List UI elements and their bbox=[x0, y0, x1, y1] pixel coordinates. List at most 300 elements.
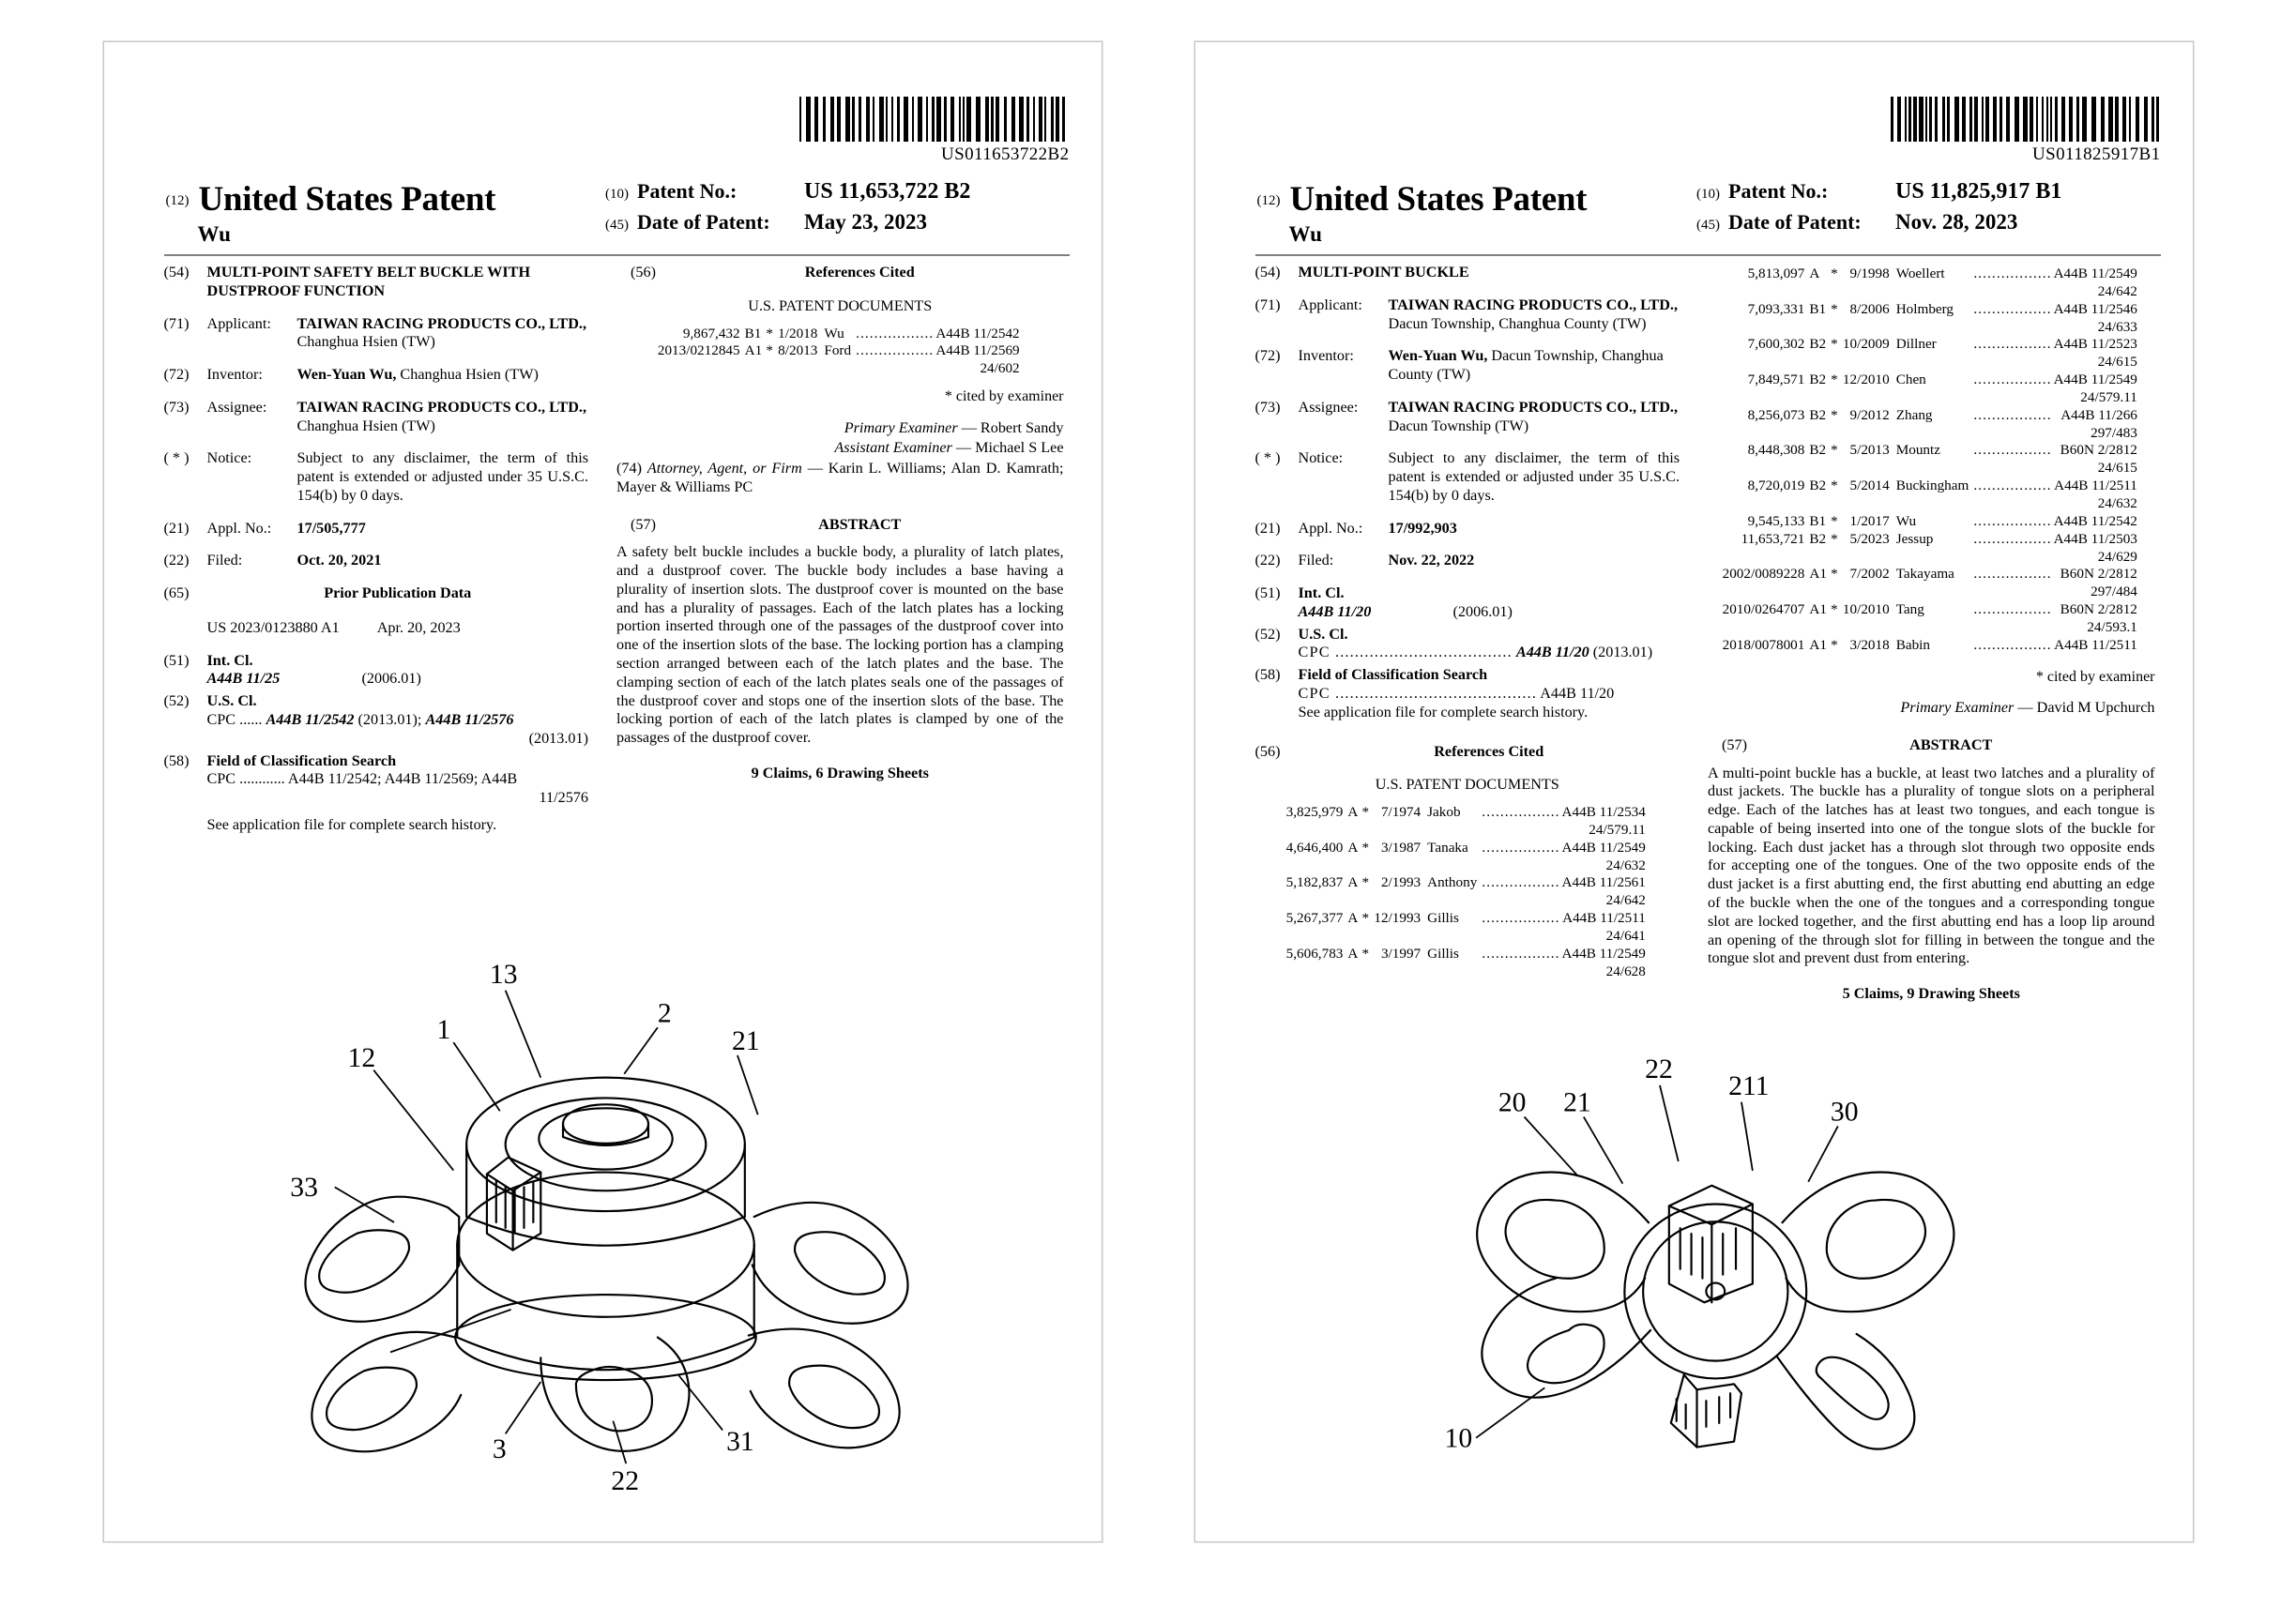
filing-date: Nov. 22, 2022 bbox=[1388, 552, 1475, 569]
field-code: (56) bbox=[1254, 742, 1281, 760]
reference-patent-number: 4,646,400 bbox=[1285, 839, 1344, 856]
reference-classification: A44B 11/2534 bbox=[1561, 804, 1646, 821]
prior-pub-heading: Prior Publication Data bbox=[324, 584, 472, 602]
us-cl-prefix: CPC .................................... bbox=[1298, 644, 1513, 661]
claims-sheets-line: 9 Claims, 6 Drawing Sheets bbox=[751, 764, 929, 781]
application-number: 17/505,777 bbox=[297, 519, 366, 537]
assignee-name: TAIWAN RACING PRODUCTS CO., LTD., bbox=[297, 398, 586, 416]
reference-classification: A44B 11/2511 bbox=[2054, 636, 2137, 653]
reference-inventor: Tang bbox=[1895, 601, 1924, 618]
reference-subclass: 24/632 bbox=[2097, 494, 2137, 511]
us-cl-code-1: A44B 11/2542 bbox=[266, 711, 355, 729]
field-label: Assignee: bbox=[206, 398, 267, 416]
reference-inventor: Holmberg bbox=[1895, 300, 1954, 317]
int-cl-heading: Int. Cl. bbox=[206, 651, 253, 669]
us-cl-prefix: CPC ...... bbox=[206, 711, 263, 729]
reference-subclass-row bbox=[1286, 963, 1649, 981]
reference-subclass-row bbox=[1723, 354, 2140, 371]
reference-row bbox=[1723, 265, 2140, 283]
reference-inventor: Chen bbox=[1895, 371, 1926, 388]
reference-date: 1/2017 bbox=[1849, 512, 1890, 529]
reference-star: * bbox=[1831, 530, 1838, 547]
reference-row bbox=[1286, 840, 1649, 857]
barcode-block bbox=[1233, 97, 2193, 165]
reference-subclass: 24/641 bbox=[1605, 927, 1646, 944]
field-code: (56) bbox=[631, 264, 656, 280]
inventor-name: Wen-Yuan Wu, bbox=[297, 366, 397, 384]
biblio-right-column bbox=[605, 264, 1070, 849]
reference-row bbox=[1286, 910, 1649, 928]
us-cl-code-2: A44B 11/2576 bbox=[425, 711, 514, 729]
field-code: (52) bbox=[163, 692, 190, 710]
barcode-image bbox=[799, 97, 1070, 142]
reference-dot-leader: ................. bbox=[1973, 636, 2052, 653]
patent-page-1 bbox=[103, 41, 1102, 1542]
reference-inventor: Tanaka bbox=[1427, 839, 1468, 856]
filing-date: Oct. 20, 2021 bbox=[297, 552, 382, 569]
reference-patent-number: 2002/0089228 bbox=[1722, 566, 1805, 583]
reference-patent-number: 7,600,302 bbox=[1747, 336, 1805, 353]
reference-inventor: Babin bbox=[1895, 636, 1930, 653]
field-applicant bbox=[1255, 296, 1680, 334]
references-heading: References Cited bbox=[1434, 742, 1544, 760]
field-label: Appl. No.: bbox=[206, 519, 272, 537]
reference-subclass: 24/593.1 bbox=[2087, 618, 2137, 635]
buckle-exploded-drawing bbox=[142, 926, 1070, 1508]
reference-classification: A44B 11/2561 bbox=[1561, 874, 1646, 891]
field-label: Applicant: bbox=[1298, 296, 1362, 313]
reference-date: 10/2010 bbox=[1842, 601, 1890, 618]
references-heading: References Cited bbox=[804, 264, 915, 280]
reference-row bbox=[1723, 566, 2140, 584]
reference-patent-number: 8,448,308 bbox=[1747, 442, 1805, 459]
reference-classification: A44B 11/2569 bbox=[935, 342, 1020, 359]
field-us-cl bbox=[1255, 626, 1680, 663]
reference-classification: A44B 11/2511 bbox=[1562, 910, 1646, 927]
patent-date-row bbox=[605, 210, 1070, 235]
search-note: See application file for complete search history. bbox=[1298, 703, 1589, 720]
reference-dot-leader: ................. bbox=[1973, 478, 2052, 494]
field-int-cl bbox=[164, 652, 589, 690]
reference-inventor: Jessup bbox=[1895, 530, 1934, 547]
patent-number-code: (10) bbox=[1696, 187, 1720, 202]
field-code: (58) bbox=[163, 751, 190, 769]
reference-dot-leader: ................. bbox=[1482, 945, 1560, 962]
reference-subclass: 24/602 bbox=[980, 360, 1020, 377]
reference-inventor: Zhang bbox=[1895, 406, 1933, 423]
reference-kind-code: B2 bbox=[1809, 371, 1827, 388]
reference-subclass-row bbox=[1723, 283, 2140, 301]
primary-examiner-name: — David M Upchurch bbox=[2014, 699, 2155, 717]
reference-kind-code: B2 bbox=[1809, 478, 1827, 494]
reference-inventor: Gillis bbox=[1427, 910, 1459, 927]
reference-subclass: 24/633 bbox=[2097, 318, 2137, 335]
field-title bbox=[164, 264, 589, 301]
field-appl-no bbox=[164, 520, 589, 538]
attorney-line bbox=[616, 460, 1064, 497]
field-code: (21) bbox=[163, 519, 190, 537]
reference-kind-code: A bbox=[1347, 804, 1359, 821]
applicant-location: Dacun Township, Changhua County (TW) bbox=[1388, 314, 1647, 332]
reference-row bbox=[1723, 407, 2140, 425]
reference-dot-leader: ................. bbox=[1482, 839, 1560, 856]
reference-star: * bbox=[1831, 265, 1838, 281]
figure-label-30: 30 bbox=[1830, 1097, 1859, 1128]
figure-label-22: 22 bbox=[610, 1465, 639, 1496]
patent-date-value: Nov. 28, 2023 bbox=[1895, 210, 2018, 234]
kind-code: (12) bbox=[1256, 193, 1281, 208]
reference-inventor: Takayama bbox=[1895, 566, 1954, 583]
field-code: (73) bbox=[163, 398, 190, 416]
primary-examiner-label: Primary Examiner bbox=[844, 418, 958, 436]
biblio-left-column bbox=[1233, 264, 1697, 1004]
reference-dot-leader: ................. bbox=[856, 325, 935, 341]
biblio-right-column bbox=[1696, 264, 2161, 1004]
reference-date: 10/2009 bbox=[1842, 336, 1890, 353]
reference-dot-leader: ................. bbox=[1973, 442, 2052, 459]
field-code: (21) bbox=[1254, 519, 1281, 537]
references-table-1 bbox=[658, 326, 1023, 379]
kind-code: (12) bbox=[165, 193, 190, 208]
patent-date-code: (45) bbox=[1696, 218, 1720, 233]
biblio-columns bbox=[142, 264, 1070, 849]
primary-examiner-line bbox=[616, 419, 1064, 438]
patent-figure-2 bbox=[1233, 982, 2161, 1508]
reference-kind-code: B1 bbox=[1809, 300, 1827, 317]
reference-subclass: 297/484 bbox=[2091, 584, 2137, 600]
reference-date: 7/2002 bbox=[1849, 566, 1890, 583]
primary-examiner-label: Primary Examiner bbox=[1900, 699, 2015, 717]
patent-number-row bbox=[605, 179, 1070, 205]
reference-kind-code: A1 bbox=[1809, 601, 1827, 618]
reference-patent-number: 2018/0078001 bbox=[1722, 636, 1805, 653]
field-filed bbox=[164, 552, 589, 570]
reference-patent-number: 8,256,073 bbox=[1747, 406, 1805, 423]
reference-star: * bbox=[1831, 336, 1838, 353]
assistant-examiner-line bbox=[616, 439, 1064, 458]
reference-patent-number: 2010/0264707 bbox=[1722, 601, 1805, 618]
reference-dot-leader: ................. bbox=[1482, 910, 1560, 927]
field-label: Filed: bbox=[206, 552, 243, 569]
reference-inventor: Buckingham bbox=[1895, 478, 1969, 494]
field-classification-search bbox=[164, 752, 589, 835]
reference-star: * bbox=[1831, 406, 1838, 423]
assignee-location: Dacun Township (TW) bbox=[1388, 417, 1529, 434]
reference-classification: B60N 2/2812 bbox=[2060, 566, 2137, 583]
figure-label-211: 211 bbox=[1727, 1070, 1770, 1101]
reference-patent-number: 5,606,783 bbox=[1285, 945, 1344, 962]
reference-classification: A44B 11/2549 bbox=[1561, 945, 1646, 962]
reference-date: 7/1974 bbox=[1380, 804, 1422, 821]
reference-row bbox=[1286, 946, 1649, 963]
reference-classification: A44B 11/2549 bbox=[2053, 371, 2137, 388]
us-cl-version-2: (2013.01) bbox=[528, 729, 588, 747]
field-appl-no bbox=[1255, 520, 1680, 538]
inventor-location: Changhua Hsien (TW) bbox=[396, 366, 539, 384]
figure-label-21: 21 bbox=[1562, 1087, 1591, 1118]
reference-inventor: Wu bbox=[824, 325, 844, 341]
patent-figure-1 bbox=[142, 926, 1070, 1508]
patent-number-label: Patent No.: bbox=[637, 179, 737, 203]
patent-title-block bbox=[142, 179, 1070, 247]
reference-kind-code: A bbox=[1347, 839, 1359, 856]
reference-kind-code: B1 bbox=[744, 325, 762, 341]
reference-dot-leader: ................. bbox=[1973, 265, 2052, 281]
reference-patent-number: 3,825,979 bbox=[1285, 804, 1344, 821]
field-code: (22) bbox=[1254, 552, 1281, 569]
reference-star: * bbox=[1361, 804, 1370, 821]
barcode-gap bbox=[2159, 97, 2161, 142]
field-code: (73) bbox=[1254, 398, 1281, 416]
reference-classification: A44B 11/2511 bbox=[2054, 478, 2137, 494]
reference-kind-code: A bbox=[1347, 945, 1359, 962]
reference-date: 3/1987 bbox=[1380, 839, 1422, 856]
patent-number-value: US 11,825,917 B1 bbox=[1895, 179, 2062, 204]
inventor-location: Dacun Township, Changhua County (TW) bbox=[1388, 347, 1664, 384]
field-assignee bbox=[1255, 399, 1680, 436]
figure-label-12: 12 bbox=[347, 1042, 375, 1073]
reference-subclass-row bbox=[1286, 822, 1649, 840]
int-cl-heading: Int. Cl. bbox=[1298, 584, 1345, 602]
reference-star: * bbox=[1361, 945, 1370, 962]
reference-row bbox=[1723, 301, 2140, 319]
field-code: (57) bbox=[631, 515, 656, 533]
reference-patent-number: 7,093,331 bbox=[1747, 300, 1805, 317]
reference-subclass-row bbox=[1286, 857, 1649, 875]
field-code: (57) bbox=[1722, 735, 1747, 753]
barcode-number: US011825917B1 bbox=[2032, 144, 2161, 164]
field-code: (58) bbox=[1254, 666, 1281, 684]
abstract-text: A multi-point buckle has a buckle, at least two latches and a plurality of dust jackets. The buckle has a plurality of tongue slots on a peripheral edge. Each of the latches has at least two tongues, and each tongue is capable of being inserted into one of the tongue slots of the buckle for locking. Each dust jacket has a through slot through two opposite ends for accepting one of the tongues. One of the two opposite ends of the dust jacket is a first abutting end, the first abutting end abutting an edge of the buckle when the one of the tongues and a corresponding tongue slot are locked together, and the first abutting end has a loop lip around an opening of the through slot for filling in between the tongue and the tongue slot and prevent dust from entering. bbox=[1708, 764, 2155, 967]
multipoint-buckle-drawing bbox=[1233, 982, 2161, 1508]
reference-date: 3/2018 bbox=[1849, 636, 1890, 653]
abstract-header bbox=[1708, 736, 2155, 755]
field-classification-search bbox=[1255, 666, 1680, 721]
abstract-header bbox=[616, 516, 1064, 535]
figure-label-22: 22 bbox=[1644, 1054, 1673, 1084]
figure-label-2: 2 bbox=[657, 998, 672, 1029]
reference-date: 3/1997 bbox=[1380, 945, 1422, 962]
references-table-2-right bbox=[1723, 265, 2140, 655]
field-label: Notice: bbox=[206, 449, 252, 467]
reference-date: 8/2006 bbox=[1849, 300, 1890, 317]
field-label: Inventor: bbox=[1298, 347, 1354, 365]
page-title: United States Patent bbox=[198, 180, 496, 219]
reference-star: * bbox=[1361, 874, 1370, 891]
reference-inventor: Wu bbox=[1895, 512, 1917, 529]
reference-star: * bbox=[766, 325, 773, 341]
header-divider bbox=[1255, 254, 2161, 256]
primary-examiner-line bbox=[1708, 699, 2155, 718]
reference-kind-code: A1 bbox=[1809, 566, 1827, 583]
patent-number-label: Patent No.: bbox=[1728, 179, 1829, 203]
field-notice bbox=[164, 449, 589, 505]
reference-subclass: 24/629 bbox=[2097, 548, 2137, 565]
field-code: (51) bbox=[163, 651, 190, 669]
attorney-label: Attorney, Agent, or Firm bbox=[646, 460, 802, 478]
primary-examiner-name: — Robert Sandy bbox=[957, 418, 1064, 436]
reference-inventor: Dillner bbox=[1895, 336, 1937, 353]
us-cl-version-1: (2013.01) bbox=[1592, 644, 1653, 661]
reference-patent-number: 5,267,377 bbox=[1285, 910, 1344, 927]
field-code: (72) bbox=[1254, 347, 1281, 365]
field-label: Filed: bbox=[1298, 552, 1334, 569]
reference-dot-leader: ................. bbox=[1482, 804, 1560, 821]
field-code: (54) bbox=[1254, 264, 1281, 280]
field-code: (54) bbox=[163, 264, 190, 280]
field-label: Assignee: bbox=[1298, 398, 1359, 416]
field-code: (71) bbox=[163, 314, 190, 332]
patent-date-label: Date of Patent: bbox=[637, 210, 770, 234]
reference-row bbox=[1723, 442, 2140, 460]
claims-sheets-line: 5 Claims, 9 Drawing Sheets bbox=[1842, 985, 2020, 1003]
reference-subclass: 24/615 bbox=[2097, 354, 2137, 371]
reference-row bbox=[1723, 513, 2140, 531]
reference-classification: A44B 11/2549 bbox=[1561, 839, 1646, 856]
int-cl-code: A44B 11/25 bbox=[206, 670, 281, 688]
reference-row bbox=[1723, 336, 2140, 354]
reference-dot-leader: ................. bbox=[1973, 601, 2052, 618]
inventor-name: Wen-Yuan Wu, bbox=[1388, 347, 1488, 365]
us-cl-code-1: A44B 11/20 bbox=[1515, 644, 1589, 661]
reference-subclass: 24/642 bbox=[1605, 892, 1646, 909]
reference-subclass-row bbox=[1723, 425, 2140, 443]
reference-subclass-row bbox=[1286, 892, 1649, 910]
reference-inventor: Mountz bbox=[1895, 442, 1940, 459]
int-cl-version: (2006.01) bbox=[361, 670, 421, 688]
assistant-examiner-label: Assistant Examiner bbox=[834, 439, 952, 457]
figure-label-13: 13 bbox=[489, 959, 518, 990]
figure-label-33: 33 bbox=[289, 1173, 318, 1204]
search-codes-cont: 11/2576 bbox=[539, 789, 588, 807]
field-label: Appl. No.: bbox=[1298, 519, 1363, 537]
cited-by-examiner-note: * cited by examiner bbox=[944, 388, 1064, 405]
field-code: (51) bbox=[1254, 584, 1281, 602]
patent-number-code: (10) bbox=[605, 187, 629, 202]
reference-subclass: 297/483 bbox=[2091, 424, 2137, 441]
search-heading: Field of Classification Search bbox=[1298, 666, 1488, 684]
reference-kind-code: B2 bbox=[1809, 406, 1827, 423]
figure-reference-numerals bbox=[1444, 1054, 1858, 1454]
reference-date: 5/2014 bbox=[1849, 478, 1890, 494]
reference-date: 9/1998 bbox=[1849, 265, 1890, 281]
patent-date-label: Date of Patent: bbox=[1728, 210, 1862, 234]
prior-pub-number: US 2023/0123880 A1 bbox=[206, 618, 340, 636]
field-label: Applicant: bbox=[206, 314, 271, 332]
reference-date: 12/2010 bbox=[1842, 371, 1890, 388]
field-us-cl bbox=[164, 692, 589, 748]
us-cl-heading: U.S. Cl. bbox=[1298, 625, 1348, 643]
reference-dot-leader: ................. bbox=[1973, 336, 2052, 353]
references-header bbox=[616, 264, 1064, 282]
search-codes: A44B 11/20 bbox=[1540, 685, 1615, 703]
search-codes: A44B 11/2542; A44B 11/2569; A44B bbox=[287, 770, 518, 788]
reference-classification: A44B 11/2542 bbox=[935, 325, 1020, 341]
applicant-name: TAIWAN RACING PRODUCTS CO., LTD., bbox=[297, 314, 586, 332]
abstract-heading: ABSTRACT bbox=[818, 515, 902, 533]
field-code: ( * ) bbox=[1254, 449, 1281, 467]
reference-date: 9/2012 bbox=[1849, 406, 1890, 423]
reference-star: * bbox=[1831, 442, 1838, 459]
patent-date-row bbox=[1696, 210, 2161, 235]
search-prefix: CPC ............ bbox=[206, 770, 285, 788]
reference-row bbox=[1723, 531, 2140, 549]
barcode-gap bbox=[1065, 97, 1070, 142]
reference-subclass: 24/628 bbox=[1605, 963, 1646, 979]
reference-kind-code: A bbox=[1347, 874, 1359, 891]
field-inventor bbox=[1255, 347, 1680, 385]
barcode-image bbox=[1891, 97, 2161, 142]
reference-kind-code: B2 bbox=[1809, 336, 1827, 353]
reference-patent-number: 2013/0212845 bbox=[657, 342, 740, 359]
field-int-cl bbox=[1255, 584, 1680, 622]
page-title: United States Patent bbox=[1289, 180, 1588, 219]
reference-star: * bbox=[766, 342, 773, 359]
reference-subclass: 24/632 bbox=[1605, 857, 1646, 873]
us-patent-documents-heading: U.S. PATENT DOCUMENTS bbox=[1375, 776, 1559, 794]
application-number: 17/992,903 bbox=[1388, 519, 1457, 537]
invention-title: MULTI-POINT BUCKLE bbox=[1298, 264, 1469, 280]
assignee-name: TAIWAN RACING PRODUCTS CO., LTD., bbox=[1388, 398, 1678, 416]
applicant-location: Changhua Hsien (TW) bbox=[297, 333, 435, 351]
reference-patent-number: 11,653,721 bbox=[1741, 530, 1805, 547]
field-applicant bbox=[164, 315, 589, 353]
reference-row bbox=[1723, 371, 2140, 389]
field-code: ( * ) bbox=[163, 449, 190, 467]
reference-date: 2/1993 bbox=[1380, 874, 1422, 891]
reference-classification: A44B 11/266 bbox=[2060, 406, 2137, 423]
reference-kind-code: B2 bbox=[1809, 530, 1827, 547]
reference-star: * bbox=[1831, 512, 1838, 529]
int-cl-code: A44B 11/20 bbox=[1298, 602, 1372, 620]
cited-by-examiner-note: * cited by examiner bbox=[2035, 668, 2155, 685]
reference-subclass: 24/642 bbox=[2097, 282, 2137, 299]
reference-subclass-row bbox=[1723, 619, 2140, 637]
reference-classification: B60N 2/2812 bbox=[2060, 601, 2137, 618]
field-label: Inventor: bbox=[206, 366, 263, 384]
reference-subclass-row bbox=[1723, 584, 2140, 601]
field-inventor bbox=[164, 366, 589, 385]
reference-kind-code: A bbox=[1347, 910, 1359, 927]
reference-dot-leader: ................. bbox=[856, 342, 935, 359]
reference-dot-leader: ................. bbox=[1973, 566, 2052, 583]
reference-patent-number: 9,867,432 bbox=[682, 325, 740, 341]
reference-subclass-row bbox=[658, 360, 1023, 378]
patent-page-2 bbox=[1194, 41, 2194, 1542]
field-prior-publication bbox=[164, 584, 589, 614]
patent-number-value: US 11,653,722 B2 bbox=[804, 179, 971, 204]
reference-dot-leader: ................. bbox=[1482, 874, 1560, 891]
field-code: (74) bbox=[616, 460, 642, 478]
reference-date: 1/2018 bbox=[778, 325, 818, 341]
reference-date: 12/1993 bbox=[1374, 910, 1422, 927]
reference-patent-number: 8,720,019 bbox=[1747, 478, 1805, 494]
reference-date: 5/2023 bbox=[1849, 530, 1890, 547]
reference-date: 5/2013 bbox=[1849, 442, 1890, 459]
barcode-block bbox=[142, 97, 1120, 165]
field-title bbox=[1255, 264, 1680, 282]
invention-title: MULTI-POINT SAFETY BELT BUCKLE WITH DUSTPROOF FUNCTION bbox=[206, 264, 531, 299]
reference-star: * bbox=[1831, 636, 1838, 653]
us-cl-version-1: (2013.01); bbox=[357, 711, 422, 729]
field-code: (65) bbox=[163, 584, 190, 602]
figure-label-20: 20 bbox=[1498, 1087, 1527, 1118]
reference-classification: A44B 11/2549 bbox=[2053, 265, 2137, 281]
reference-kind-code: A1 bbox=[744, 342, 763, 359]
reference-star: * bbox=[1831, 601, 1838, 618]
reference-subclass-row bbox=[1723, 549, 2140, 567]
reference-subclass-row bbox=[1286, 928, 1649, 946]
